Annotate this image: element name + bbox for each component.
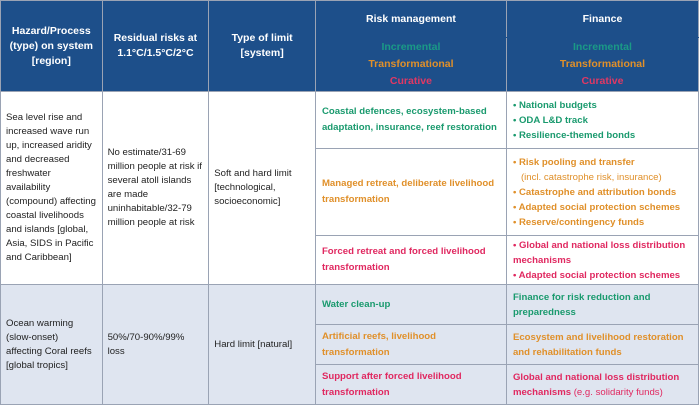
list-item: • Adapted social protection schemes — [512, 269, 681, 281]
finance-legend — [506, 38, 698, 92]
finance-curative — [506, 236, 698, 285]
finance-incremental — [506, 92, 698, 149]
header-residual-risks: Residual risks at 1.1°C/1.5°C/2°C — [102, 1, 209, 92]
list-item: • Resilience-themed bonds — [512, 129, 636, 141]
list-item-note: (incl. catastrophe risk, insurance) — [520, 171, 662, 183]
risk-mgmt-incremental: Water clean-up — [315, 285, 506, 325]
list-item: • Reserve/contingency funds — [512, 216, 645, 228]
list-item: • National budgets — [512, 99, 597, 111]
legend-incremental: Incremental — [381, 41, 441, 53]
list-item: • ODA L&D track — [512, 114, 588, 126]
legend-transformational: Transformational — [368, 58, 454, 70]
legend-transformational: Transformational — [559, 58, 646, 70]
finance-incremental: Finance for risk reduction and preparedness — [506, 285, 698, 325]
legend-incremental: Incremental — [572, 41, 632, 53]
risk-mgmt-incremental: Coastal defences, ecosystem-based adaptation, insurance, reef restoration — [315, 92, 506, 149]
risk-management-legend — [315, 38, 506, 92]
limit-type-cell: Hard limit [natural] — [209, 285, 316, 405]
finance-curative — [506, 365, 698, 405]
risk-mgmt-curative: Forced retreat and forced livelihood transformation — [315, 236, 506, 285]
residual-risk-cell: 50%/70-90%/99% loss — [102, 285, 209, 405]
limit-type-cell: Soft and hard limit [technological, socioeconomic] — [209, 92, 316, 285]
header-risk-management: Risk management — [315, 1, 506, 38]
finance-note: (e.g. solidarity funds) — [573, 386, 663, 398]
list-item: • Adapted social protection schemes — [512, 201, 681, 213]
table-row — [1, 92, 699, 149]
hazard-cell: Ocean warming (slow-onset) affecting Coral reefs [global tropics] — [1, 285, 103, 405]
hazard-cell: Sea level rise and increased wave run up, increased aridity and decreased freshwater availability (compound) affecting coastal livelihoods and islands [global, Asia, SIDS in Pacific and Caribbean] — [1, 92, 103, 285]
header-finance: Finance — [506, 1, 698, 38]
header-hazard: Hazard/Process (type) on system [region] — [1, 1, 103, 92]
list-item: • Risk pooling and transfer — [512, 156, 635, 168]
finance-transformational: Ecosystem and livelihood restoration and rehabilitation funds — [506, 325, 698, 365]
list-item: • Catastrophe and attribution bonds — [512, 186, 677, 198]
finance-text: Global and national loss distribution mechanisms — [512, 371, 680, 398]
residual-risk-cell: No estimate/31-69 million people at risk if several atoll islands are made uninhabitable/32-79 million people at risk — [102, 92, 209, 285]
risk-mgmt-transformational: Artificial reefs, livelihood transformation — [315, 325, 506, 365]
legend-curative: Curative — [389, 75, 432, 87]
risk-mgmt-curative: Support after forced livelihood transformation — [315, 365, 506, 405]
risk-mgmt-transformational: Managed retreat, deliberate livelihood transformation — [315, 149, 506, 236]
legend-curative: Curative — [581, 75, 624, 87]
header-type-of-limit: Type of limit [system] — [209, 1, 316, 92]
table-row — [1, 285, 699, 325]
finance-transformational — [506, 149, 698, 236]
list-item: • Global and national loss distribution mechanisms — [512, 239, 686, 266]
